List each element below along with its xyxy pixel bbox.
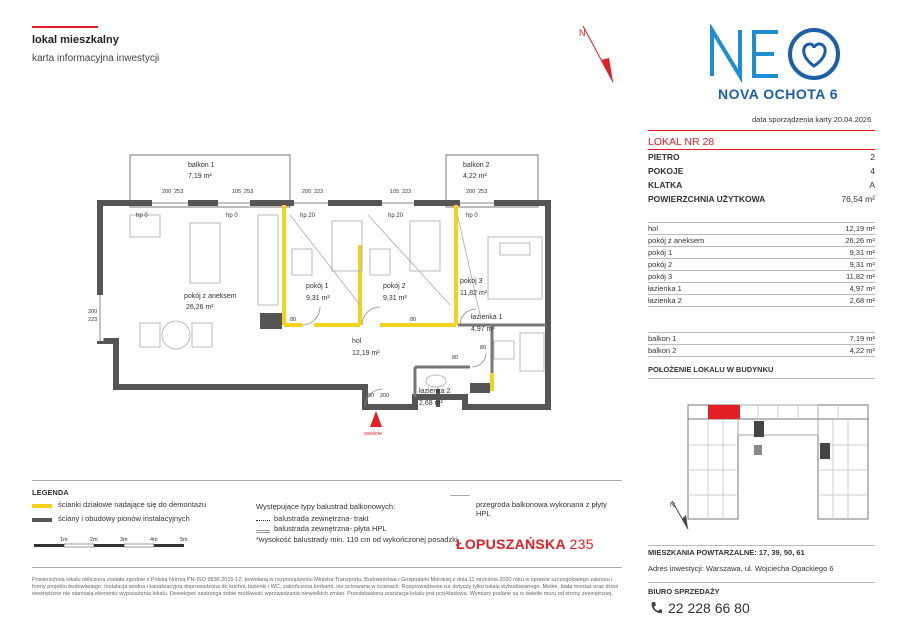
room-3-label: pokój 3 bbox=[460, 278, 483, 285]
hp-label: hp 0 bbox=[226, 213, 238, 219]
floor-plan bbox=[80, 145, 560, 435]
room-1-area: 9,31 m² bbox=[306, 295, 330, 302]
lokal-number bbox=[648, 136, 714, 148]
balustrada-hpl-swatch bbox=[256, 530, 270, 533]
dim-label: 80 bbox=[290, 317, 297, 323]
balcony-area: 7,19 m² bbox=[849, 334, 875, 343]
balcony-area: 4,22 m² bbox=[849, 346, 875, 355]
legend-title: LEGENDA bbox=[32, 488, 69, 497]
svg-text:N: N bbox=[670, 502, 676, 509]
divider bbox=[648, 545, 875, 546]
north-arrow-small-icon bbox=[670, 501, 688, 529]
balkon-1-area: 7,19 m² bbox=[188, 173, 212, 180]
room-name: pokój 2 bbox=[648, 260, 673, 269]
dim-label: 200 bbox=[380, 393, 390, 399]
rooms-table bbox=[648, 222, 875, 307]
room-area: 2,68 m² bbox=[849, 296, 875, 305]
room-2-label: pokój 2 bbox=[383, 283, 406, 290]
dim-label: 80 bbox=[452, 355, 459, 361]
scale-label: 3m bbox=[120, 537, 128, 543]
bath-1-label: łazienka 1 bbox=[471, 314, 503, 321]
project-logo bbox=[456, 536, 594, 552]
summary-value: 2 bbox=[870, 152, 875, 162]
sales-phone[interactable]: 22 228 66 80 bbox=[668, 600, 750, 616]
page-subtitle: karta informacyjna inwestycji bbox=[32, 53, 160, 64]
hol-label: hol bbox=[352, 338, 362, 345]
room-area: 9,31 m² bbox=[849, 248, 875, 257]
summary-value: A bbox=[869, 180, 875, 190]
building-location-plan bbox=[668, 385, 878, 540]
summary-key: POWIERZCHNIA UŻYTKOWA bbox=[648, 194, 766, 204]
dim-label: 200 bbox=[88, 309, 98, 315]
room-main-area: 26,26 m² bbox=[186, 304, 214, 311]
summary-value: 4 bbox=[870, 166, 875, 176]
balustrada-trakt-swatch bbox=[256, 520, 270, 521]
scale-label: 2m bbox=[90, 537, 98, 543]
room-name: łazienka 1 bbox=[648, 284, 682, 293]
page-title: lokal mieszkalny bbox=[32, 34, 119, 46]
sales-label: BIURO SPRZEDAŻY bbox=[648, 587, 720, 596]
room-name: pokój z aneksem bbox=[648, 236, 705, 245]
brand-name: NOVA OCHOTA 6 bbox=[718, 86, 839, 102]
dim-label: 223 bbox=[314, 189, 324, 195]
lokal-label: LOKAL NR bbox=[648, 136, 700, 148]
bath-2-area: 2,68 m² bbox=[419, 400, 443, 407]
date-line: data sporządzenia karty 20.04.2026 bbox=[752, 115, 872, 124]
dim-label: 200 bbox=[302, 189, 312, 195]
room-area: 11,82 m² bbox=[845, 272, 875, 281]
balkon-1-label: balkon 1 bbox=[188, 162, 215, 169]
header-accent-line bbox=[32, 26, 98, 28]
repeat-units: MIESZKANIA POWTARZALNE: 17, 39, 50, 61 bbox=[648, 548, 805, 557]
dim-label: 200 bbox=[466, 189, 476, 195]
dim-label: 105 bbox=[232, 189, 242, 195]
legend-item: ściany i obudowy pionów instalacyjnych bbox=[58, 514, 190, 523]
balustrada-item: balustrada zewnętrzna- płyta HPL bbox=[274, 524, 387, 533]
divider bbox=[648, 130, 875, 131]
project-number: 235 bbox=[569, 536, 594, 552]
room-1-label: pokój 1 bbox=[306, 283, 329, 290]
footer-disclaimer: Powierzchnia lokalu obliczona została zgodnie z Polską Normą PN-ISO 9836:2015-12, powołaną w rozporządzeniu Ministra Transportu, Budownictwa i Gospodarki Morskiej z dnia 11 września 2020 roku w sprawie szczegółowego zakresu i formy projektu budowlanego. Instalacja wodna i kanalizacyjna doprowadzona do kuchni, łazienki i WC, zakończona korkami, nie schowana w ścianach. Rozprowadzenie rur dotyczy tylko lokalu wybudowanego. Meble, białą montaż oraz drzwi wewnętrzne nie stanowią elementu wyposażenia lokalu. Deweloper zastrzega sobie możliwość wprowadzania niewielkich zmian. Przedstawiona aranżacja lokalu jest przykładowa. Wymiary podane są w świetle muru od strony zewnętrznej. bbox=[32, 577, 619, 597]
room-area: 26,26 m² bbox=[845, 236, 875, 245]
dim-label: 80 bbox=[480, 345, 487, 351]
balustrada-note: *wysokość balustrady min. 110 cm od wykończonej posadzki bbox=[256, 535, 458, 544]
room-name: hol bbox=[648, 224, 659, 233]
balustrady-title: Występujące typy balustrad balkonowych: bbox=[256, 502, 396, 511]
summary-value: 76,54 m² bbox=[841, 194, 875, 204]
summary-table bbox=[648, 150, 875, 206]
scale-label: 1m bbox=[60, 537, 68, 543]
divider bbox=[648, 582, 875, 583]
divider bbox=[32, 480, 622, 481]
divider bbox=[32, 567, 622, 568]
dim-label: 253 bbox=[478, 189, 488, 195]
dim-label: 223 bbox=[402, 189, 412, 195]
svg-text:N: N bbox=[579, 28, 586, 38]
bath-1-area: 4,97 m² bbox=[471, 326, 495, 333]
balcony-name: balkon 1 bbox=[648, 334, 677, 343]
room-2-area: 9,31 m² bbox=[383, 295, 407, 302]
dim-label: 80 bbox=[410, 317, 417, 323]
project-name: ŁOPUSZAŃSKA bbox=[456, 536, 566, 552]
hol-area: 12,19 m² bbox=[352, 350, 380, 357]
scale-label: 4m bbox=[150, 537, 158, 543]
lokal-value: 28 bbox=[702, 136, 715, 148]
legend-dark-swatch bbox=[32, 518, 52, 522]
summary-key: POKOJE bbox=[648, 166, 684, 176]
balcony-name: balkon 2 bbox=[648, 346, 677, 355]
room-area: 4,97 m² bbox=[849, 284, 875, 293]
neo-logo-icon bbox=[708, 24, 848, 84]
przegroda-swatch bbox=[450, 495, 470, 496]
room-3-area: 11,82 m² bbox=[460, 290, 488, 297]
dim-label: 253 bbox=[244, 189, 254, 195]
phone-icon bbox=[649, 601, 663, 615]
hp-label: hp 0 bbox=[136, 213, 148, 219]
entrance-label: wejście bbox=[364, 431, 383, 435]
legend-item: ścianki działowe nadające się do demontażu bbox=[58, 500, 207, 509]
entrance-arrow-icon bbox=[370, 411, 382, 427]
balkon-2-area: 4,22 m² bbox=[463, 173, 487, 180]
balkon-2-outline bbox=[446, 155, 538, 207]
north-arrow-icon bbox=[575, 20, 625, 90]
address: Adres inwestycji: Warszawa, ul. Wojciecha Opackiego 6 bbox=[648, 564, 834, 573]
divider bbox=[648, 378, 875, 379]
bath-2-label: łazienka 2 bbox=[419, 388, 451, 395]
dim-label: 200 bbox=[162, 189, 172, 195]
legend-yellow-swatch bbox=[32, 504, 52, 508]
room-main-label: pokój z aneksem bbox=[184, 293, 237, 300]
hp-label: hp 20 bbox=[388, 213, 404, 219]
dim-label: 105 bbox=[390, 189, 400, 195]
dim-label: 253 bbox=[174, 189, 184, 195]
room-area: 9,31 m² bbox=[849, 260, 875, 269]
hp-label: hp 0 bbox=[466, 213, 478, 219]
hp-label: hp 20 bbox=[300, 213, 316, 219]
room-name: pokój 3 bbox=[648, 272, 673, 281]
dim-label: 223 bbox=[88, 317, 98, 323]
room-name: łazienka 2 bbox=[648, 296, 682, 305]
scale-bar bbox=[30, 532, 200, 554]
dim-label: 90 bbox=[368, 393, 375, 399]
summary-key: PIETRO bbox=[648, 152, 680, 162]
room-area: 12,19 m² bbox=[845, 224, 875, 233]
balustrada-item: balustrada zewnętrzna- trakt bbox=[274, 514, 369, 523]
scale-label: 5m bbox=[180, 537, 188, 543]
balconies-table bbox=[648, 332, 875, 357]
przegroda-note: przegroda balkonowa wykonana z płyty HPL bbox=[476, 500, 607, 518]
room-name: pokój 1 bbox=[648, 248, 673, 257]
balkon-2-label: balkon 2 bbox=[463, 162, 490, 169]
summary-key: KLATKA bbox=[648, 180, 683, 190]
position-title: POŁOŻENIE LOKALU W BUDYNKU bbox=[648, 365, 774, 374]
